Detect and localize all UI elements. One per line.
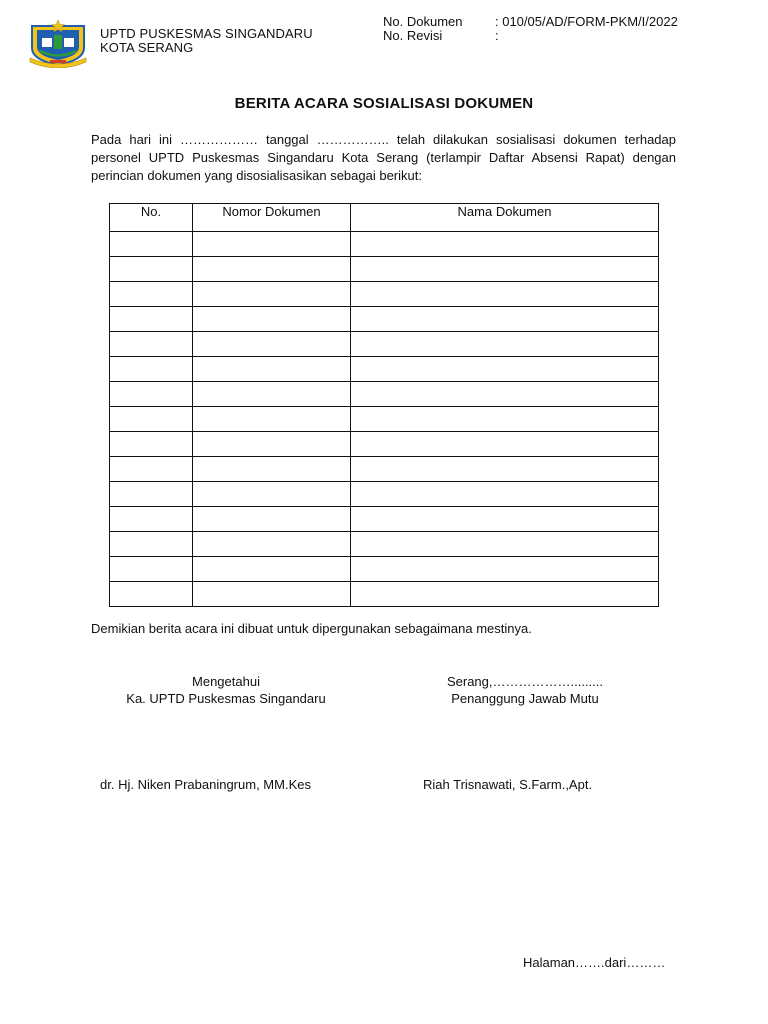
table-cell[interactable]	[193, 407, 351, 432]
document-metadata	[383, 15, 678, 43]
table-cell[interactable]	[351, 257, 659, 282]
closing-statement: Demikian berita acara ini dibuat untuk dipergunakan sebagaimana mestinya.	[91, 621, 532, 636]
table-cell[interactable]	[351, 232, 659, 257]
table-row	[110, 482, 659, 507]
table-cell[interactable]	[193, 507, 351, 532]
signature-right-line-1: Serang,……………….........	[446, 674, 604, 689]
table-cell[interactable]	[351, 557, 659, 582]
table-row	[110, 332, 659, 357]
document-number-label: No. Dokumen	[383, 14, 463, 29]
table-cell[interactable]	[351, 282, 659, 307]
table-cell[interactable]	[351, 382, 659, 407]
table-cell[interactable]	[193, 432, 351, 457]
table-cell[interactable]	[110, 357, 193, 382]
table-cell[interactable]	[110, 482, 193, 507]
table-cell[interactable]	[110, 307, 193, 332]
table-cell[interactable]	[110, 432, 193, 457]
table-cell[interactable]	[351, 357, 659, 382]
table-cell[interactable]	[110, 582, 193, 607]
table-row	[110, 557, 659, 582]
signature-left-line-2: Ka. UPTD Puskesmas Singandaru	[126, 691, 326, 706]
column-header-no: No.	[110, 204, 193, 232]
table-cell[interactable]	[110, 282, 193, 307]
table-row	[110, 407, 659, 432]
table-cell[interactable]	[110, 457, 193, 482]
table-cell[interactable]	[193, 332, 351, 357]
document-number-row	[383, 15, 678, 29]
table-cell[interactable]	[110, 507, 193, 532]
table-row	[110, 382, 659, 407]
table-header-row	[110, 204, 659, 232]
page-title: BERITA ACARA SOSIALISASI DOKUMEN	[234, 95, 534, 112]
table-row	[110, 582, 659, 607]
table-cell[interactable]	[351, 432, 659, 457]
signature-block-left	[96, 673, 356, 707]
organization-name	[100, 27, 313, 55]
kota-serang-crest-icon	[28, 16, 88, 68]
signature-block-right	[395, 673, 655, 707]
revision-value: :	[495, 28, 499, 43]
page-number-footer: Halaman…….dari………	[523, 955, 666, 970]
table-cell[interactable]	[110, 557, 193, 582]
table-cell[interactable]	[110, 332, 193, 357]
intro-paragraph: Pada hari ini ……………… tanggal …………….. telah dilakukan sosialisasi dokumen terhadap personel UPTD Puskesmas Singandaru Kota Serang (terlampir Daftar Absensi Rapat) dengan perincian dokumen yang disosialisasikan sebagai berikut:	[91, 132, 676, 183]
table-cell[interactable]	[193, 382, 351, 407]
revision-label: No. Revisi	[383, 28, 443, 43]
table-cell[interactable]	[110, 232, 193, 257]
table-cell[interactable]	[193, 357, 351, 382]
table-row	[110, 307, 659, 332]
table-cell[interactable]	[193, 457, 351, 482]
table-cell[interactable]	[351, 332, 659, 357]
table-cell[interactable]	[351, 407, 659, 432]
table-cell[interactable]	[193, 482, 351, 507]
organization-line-2: KOTA SERANG	[100, 40, 194, 55]
signature-left-line-1: Mengetahui	[192, 674, 260, 689]
table-cell[interactable]	[351, 307, 659, 332]
table-cell[interactable]	[110, 407, 193, 432]
table-row	[110, 507, 659, 532]
table-cell[interactable]	[351, 457, 659, 482]
signature-right-line-2: Penanggung Jawab Mutu	[451, 691, 599, 706]
document-number-value: : 010/05/AD/FORM-PKM/I/2022	[495, 14, 678, 29]
table-cell[interactable]	[351, 582, 659, 607]
table-cell[interactable]	[193, 282, 351, 307]
signatory-name-left: dr. Hj. Niken Prabaningrum, MM.Kes	[100, 777, 311, 792]
table-row	[110, 532, 659, 557]
table-cell[interactable]	[193, 307, 351, 332]
table-cell[interactable]	[193, 257, 351, 282]
table-row	[110, 232, 659, 257]
table-row	[110, 282, 659, 307]
table-cell[interactable]	[193, 582, 351, 607]
signatory-name-right: Riah Trisnawati, S.Farm.,Apt.	[423, 777, 593, 792]
table-cell[interactable]	[110, 532, 193, 557]
table-cell[interactable]	[193, 232, 351, 257]
table-row	[110, 457, 659, 482]
table-row	[110, 257, 659, 282]
table-cell[interactable]	[351, 507, 659, 532]
organization-line-1: UPTD PUSKESMAS SINGANDARU	[100, 26, 313, 41]
document-table	[109, 203, 659, 607]
table-cell[interactable]	[193, 532, 351, 557]
column-header-nomor-dokumen: Nomor Dokumen	[193, 204, 351, 232]
column-header-nama-dokumen: Nama Dokumen	[351, 204, 659, 232]
table-body	[110, 232, 659, 607]
table-row	[110, 432, 659, 457]
table-cell[interactable]	[351, 532, 659, 557]
table-cell[interactable]	[193, 557, 351, 582]
table-row	[110, 357, 659, 382]
revision-row	[383, 29, 678, 43]
table-cell[interactable]	[110, 382, 193, 407]
table-cell[interactable]	[351, 482, 659, 507]
table-cell[interactable]	[110, 257, 193, 282]
